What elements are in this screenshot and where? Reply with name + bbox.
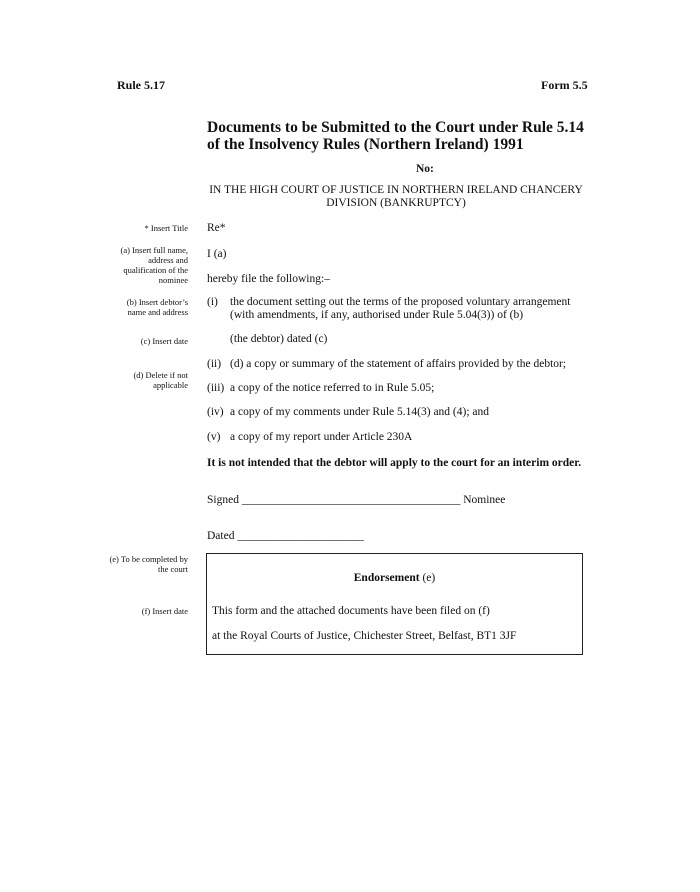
rule-reference: Rule 5.17 bbox=[117, 78, 165, 92]
form-number: Form 5.5 bbox=[541, 78, 588, 92]
item-number: (iii) bbox=[207, 382, 225, 394]
endorsement-location: at the Royal Courts of Justice, Chichester Street, Belfast, BT1 3JF bbox=[212, 630, 517, 642]
endorsement-title bbox=[207, 572, 582, 584]
nominee-line: I (a) bbox=[207, 248, 227, 260]
endorsement-filed-on: This form and the attached documents have been filed on (f) bbox=[212, 605, 490, 617]
item-text: (d) a copy or summary of the statement of affairs provided by the debtor; bbox=[230, 358, 567, 370]
margin-note-court: (e) To be completed by the court bbox=[109, 554, 188, 574]
margin-note-delete: (d) Delete if not applicable bbox=[133, 370, 188, 390]
item-text: the document setting out the terms of the proposed voluntary arrangement (with amendments, if any, authorised under Rule 5.04(3)) of (b) bbox=[230, 296, 571, 321]
document-title: Documents to be Submitted to the Court under Rule 5.14 of the Insolvency Rules (Northern Ireland) 1991 bbox=[207, 119, 584, 153]
item-number: (ii) bbox=[207, 358, 222, 370]
item-text: a copy of the notice referred to in Rule 5.05; bbox=[230, 382, 435, 394]
dated-line: Dated ______________________ bbox=[207, 530, 364, 542]
item-number: (i) bbox=[207, 296, 218, 308]
hereby-line: hereby file the following:– bbox=[207, 273, 330, 285]
margin-note-insert-title: * Insert Title bbox=[144, 223, 188, 233]
item-number: (v) bbox=[207, 431, 221, 443]
endorsement-mark: (e) bbox=[422, 572, 436, 584]
item-text: (the debtor) dated (c) bbox=[230, 333, 328, 345]
margin-note-nominee: (a) Insert full name, address and qualification of the nominee bbox=[120, 245, 188, 285]
item-number: (iv) bbox=[207, 406, 224, 418]
item-text: a copy of my report under Article 230A bbox=[230, 431, 413, 443]
interim-order-statement: It is not intended that the debtor will apply to the court for an interim order. bbox=[207, 457, 582, 469]
margin-note-date-f: (f) Insert date bbox=[141, 606, 188, 616]
endorsement-box bbox=[206, 553, 583, 655]
margin-note-debtor: (b) Insert debtor’s name and address bbox=[126, 297, 188, 317]
court-heading: IN THE HIGH COURT OF JUSTICE IN NORTHERN IRELAND CHANCERY DIVISION (BANKRUPTCY) bbox=[209, 184, 583, 209]
endorsement-heading: Endorsement bbox=[353, 572, 420, 584]
re-line: Re* bbox=[207, 222, 226, 234]
case-number-label: No: bbox=[416, 163, 434, 175]
item-text: a copy of my comments under Rule 5.14(3) and (4); and bbox=[230, 406, 490, 418]
margin-note-date-c: (c) Insert date bbox=[140, 336, 188, 346]
signature-line: Signed ______________________________________ Nominee bbox=[207, 494, 506, 506]
